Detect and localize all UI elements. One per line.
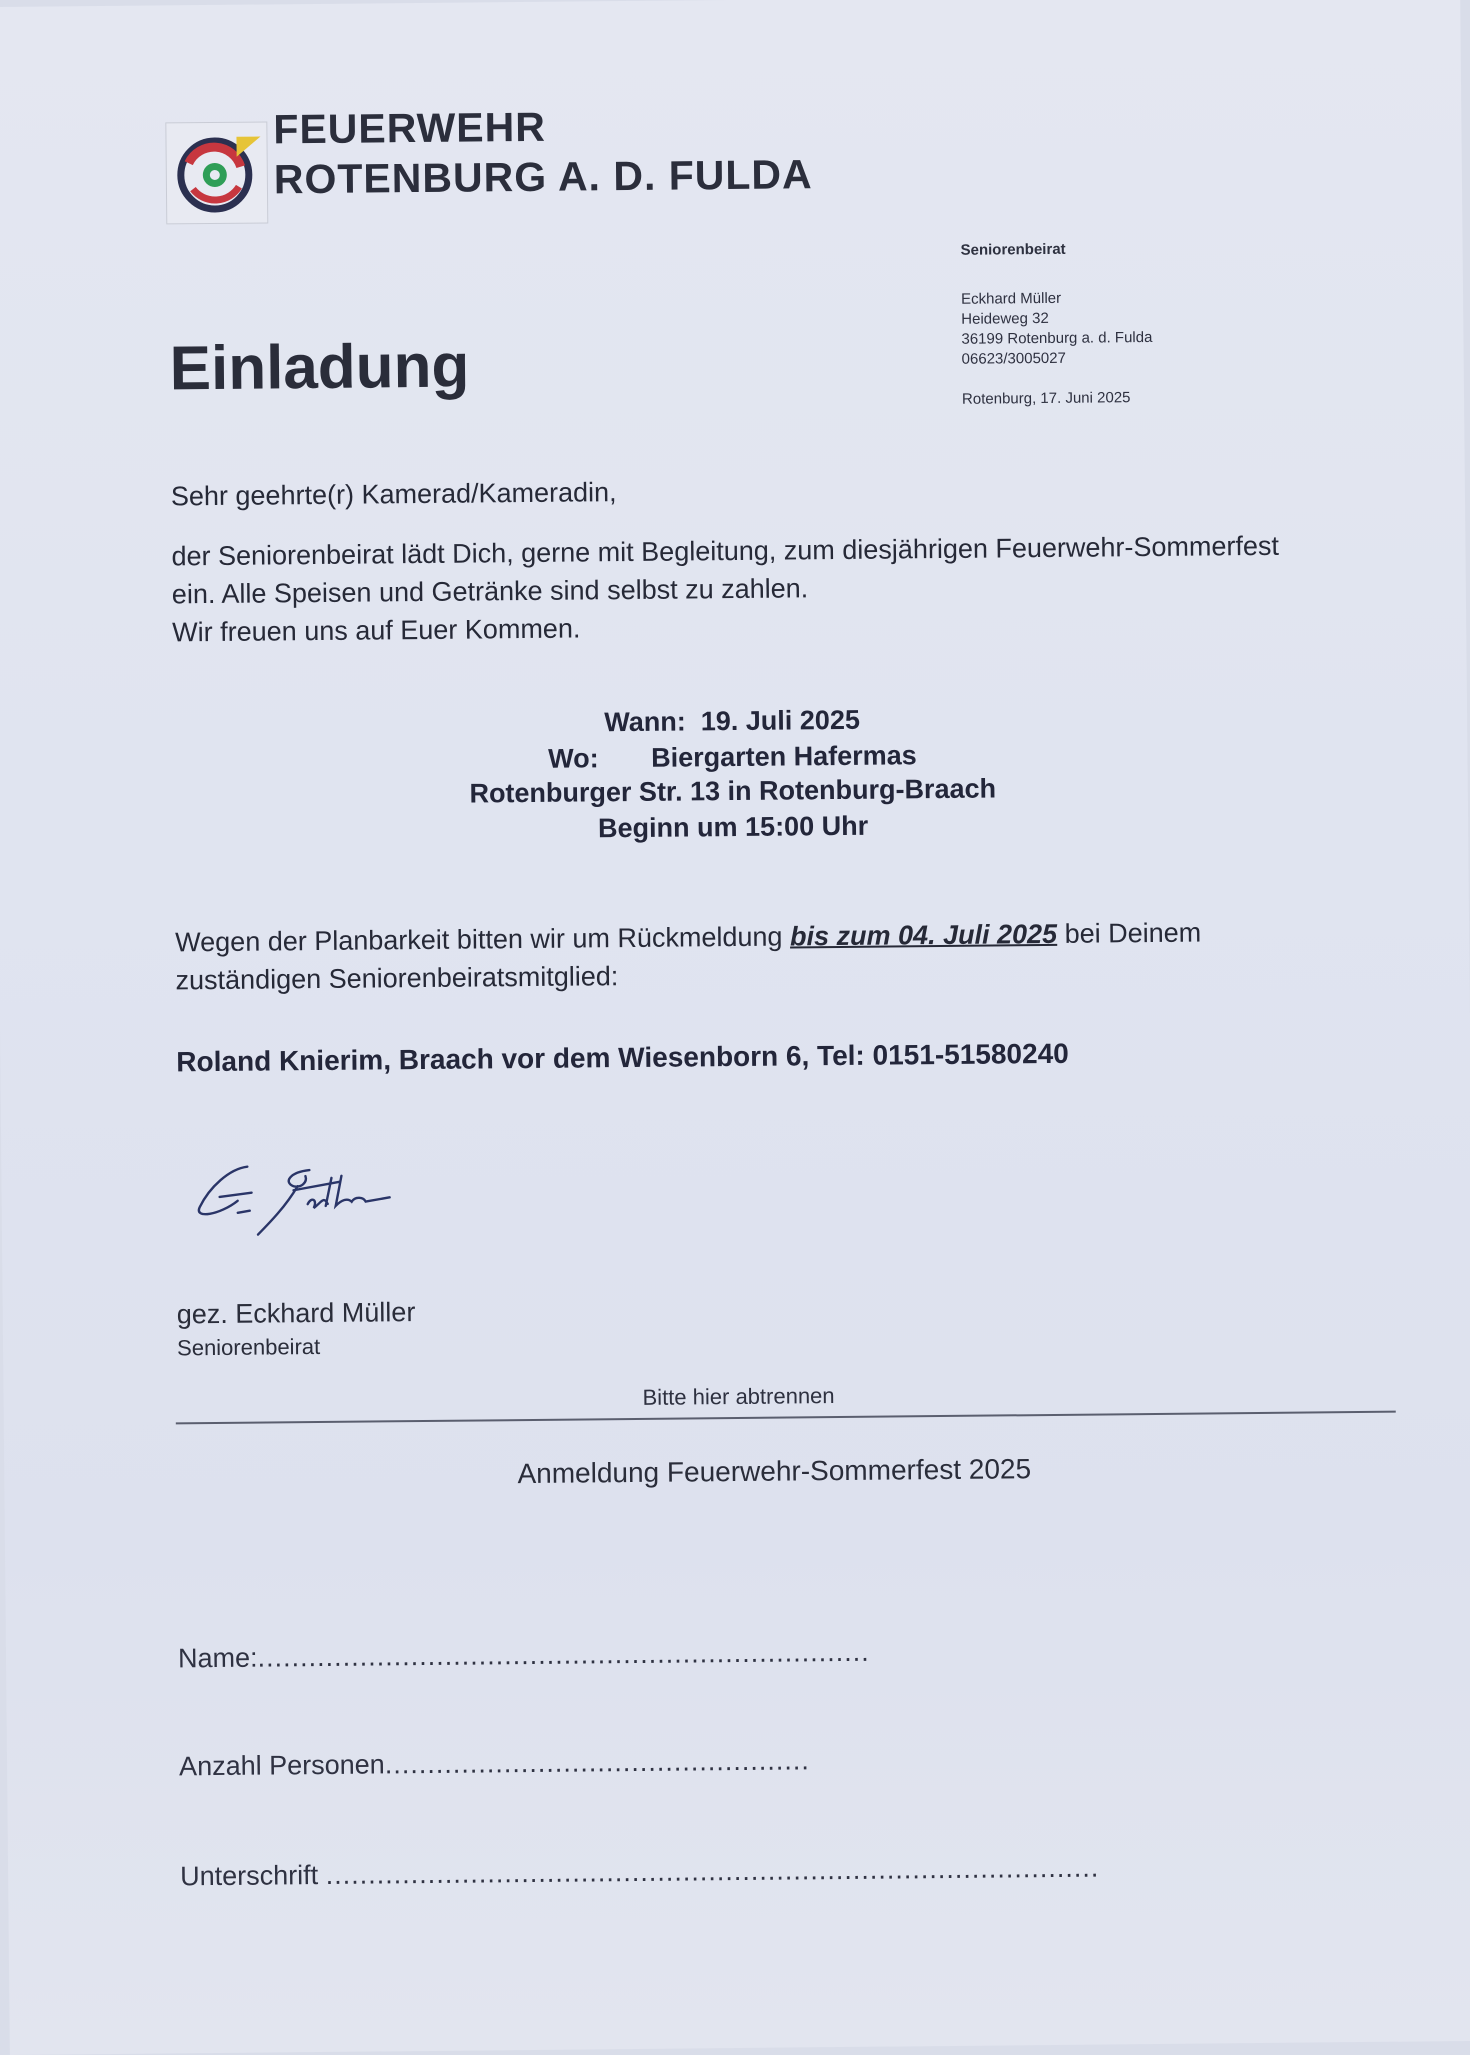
rsvp-line-1 [175, 914, 1201, 962]
sender-street: Heideweg 32 [961, 309, 1049, 328]
salutation: Sehr geehrte(r) Kamerad/Kameradin, [170, 477, 617, 512]
logo-emblem-icon [166, 122, 267, 223]
persons-line: .................................................. [384, 1745, 810, 1780]
fire-brigade-logo [165, 121, 268, 224]
letterhead-line-1: FEUERWEHR [273, 103, 547, 153]
persons-label: Anzahl Personen [178, 1749, 385, 1782]
signer-name: gez. Eckhard Müller [176, 1297, 416, 1330]
signature-line: ........................................................................................... [325, 1852, 1100, 1890]
cut-here-label: Bitte hier abtrennen [642, 1383, 835, 1410]
rsvp-line-2: zuständigen Seniorenbeiratsmitglied: [175, 961, 619, 996]
signer-role: Seniorenbeirat [176, 1333, 321, 1361]
name-line: ........................................................................ [257, 1636, 870, 1673]
form-field-signature[interactable] [180, 1853, 1099, 1893]
form-field-name[interactable] [178, 1637, 870, 1675]
contact-person: Roland Knierim, Braach vor dem Wiesenborn 6, Tel: 0151-51580240 [176, 1037, 1069, 1078]
event-when-value: 19. Juli 2025 [700, 704, 861, 737]
handwritten-signature [189, 1155, 410, 1247]
signature-label: Unterschrift [180, 1860, 319, 1892]
rsvp-prefix: Wegen der Planbarkeit bitten wir um Rückmeldung [175, 921, 783, 958]
sender-department: Seniorenbeirat [960, 240, 1066, 259]
form-field-persons[interactable] [179, 1745, 810, 1782]
sender-phone: 06623/3005027 [961, 349, 1066, 368]
document-title: Einladung [169, 331, 470, 404]
rsvp-suffix: bei Deinem [1064, 917, 1202, 949]
rsvp-deadline: bis zum 04. Juli 2025 [789, 918, 1058, 952]
event-where-label: Wo: [547, 743, 599, 774]
event-address: Rotenburger Str. 13 in Rotenburg-Braach [469, 773, 997, 809]
form-title: Anmeldung Feuerwehr-Sommerfest 2025 [517, 1453, 1032, 1490]
body-line-2: ein. Alle Speisen und Getränke sind selbst zu zahlen. [171, 573, 809, 610]
event-when-label: Wann: [604, 706, 686, 738]
letterhead-line-2: ROTENBURG A. D. FULDA [273, 151, 813, 203]
event-start: Beginn um 15:00 Uhr [597, 810, 869, 844]
body-line-1: der Seniorenbeirat lädt Dich, gerne mit Begleitung, zum diesjährigen Feuerwehr-Sommerfest [171, 530, 1280, 572]
sender-city: 36199 Rotenburg a. d. Fulda [961, 328, 1153, 348]
name-label: Name: [177, 1642, 258, 1674]
letter-date: Rotenburg, 17. Juni 2025 [961, 389, 1131, 408]
body-line-3: Wir freuen uns auf Euer Kommen. [172, 613, 581, 648]
sender-name: Eckhard Müller [960, 289, 1062, 308]
event-where-value: Biergarten Hafermas [650, 740, 917, 773]
